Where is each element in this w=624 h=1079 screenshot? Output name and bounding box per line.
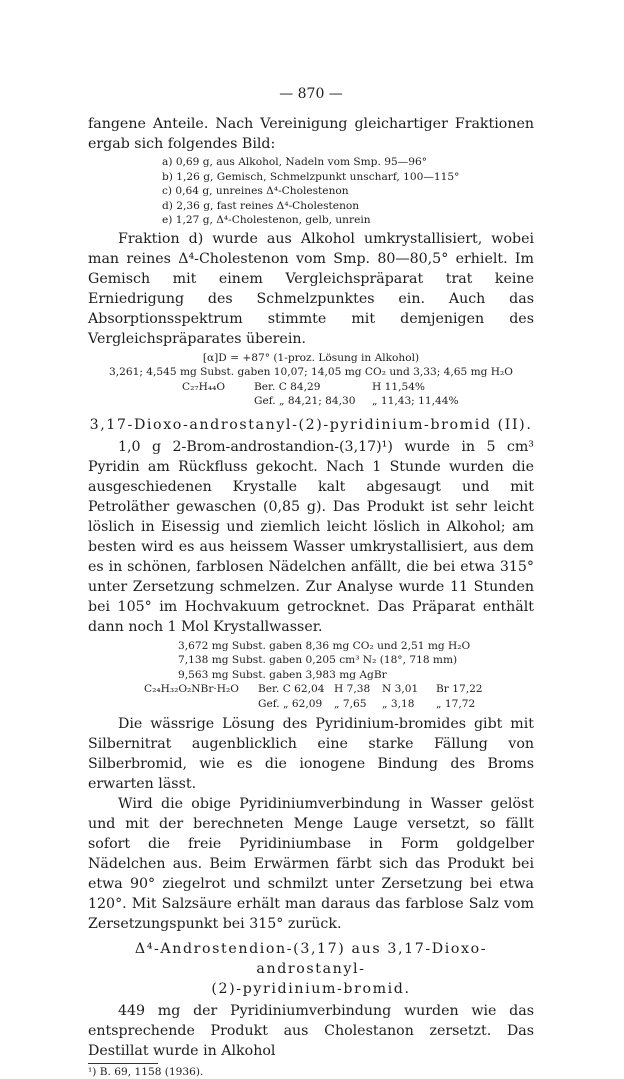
gef-h: „ 11,43; 11,44% (372, 395, 459, 407)
gef-h: „ 7,65 (334, 697, 367, 710)
ber-h: H 11,54% (372, 380, 425, 393)
fraction-item: e) 1,27 g, Δ⁴-Cholestenon, gelb, unrein (162, 214, 371, 226)
section-heading-2 (88, 939, 534, 999)
paragraph-decomposition: 449 mg der Pyridiniumverbindung wurden wie das entsprechende Produkt aus Cholestanon zersetzt. Das Destillat wurde in Alkohol (88, 1003, 534, 1059)
intro-paragraph: fangene Anteile. Nach Vereinigung gleichartiger Fraktionen ergab sich folgendes Bild: (88, 116, 534, 152)
optical-rotation: [α]D = +87° (1-proz. Lösung in Alkohol) (202, 351, 420, 364)
section-heading: 3,17-Dioxo-androstanyl-(2)-pyridinium-bromid (II). (89, 416, 533, 433)
analysis-block-2-results (88, 682, 534, 711)
paragraph-free-base: Wird die obige Pyridiniumverbindung in Wasser gelöst und mit der berechneten Menge Lauge versetzt, so fällt sofort die freie Pyridiniumbase in Form goldgelber Nädelchen aus. Beim Erwärmen färbt sich das Produkt bei etwa 90° ziegelrot und schmilzt unter Zersetzung bei etwa 120°. Mit Salzsäure erhält man daraus das farblose Salz vom Zersetzungspunkt bei 315° zurück. (88, 796, 534, 932)
paragraph-silver-nitrate: Die wässrige Lösung des Pyridinium-bromides gibt mit Silbernitrat augenblicklich eine starke Fällung von Silberbromid, wie es die ionogene Bindung des Broms erwarten lässt. (88, 716, 534, 792)
ber-br: Br 17,22 (436, 683, 483, 695)
analysis-line: 3,672 mg Subst. gaben 8,36 mg CO₂ und 2,51 mg H₂O (178, 639, 471, 652)
analysis-line: 9,563 mg Subst. gaben 3,983 mg AgBr (178, 668, 387, 681)
section-heading-line: Δ⁴-Androstendion-(3,17) aus 3,17-Dioxo-androstanyl- (134, 941, 488, 977)
fraction-item: b) 1,26 g, Gemisch, Schmelzpunkt unscharf, 100—115° (162, 170, 460, 183)
analysis-gef-row (88, 697, 534, 712)
formula: C₂₄H₃₂O₂NBr·H₂O (144, 683, 239, 695)
paragraph-preparation: 1,0 g 2-Brom-androstandion-(3,17)¹) wurde in 5 cm³ Pyridin am Rückfluss gekocht. Nach 1 Stunde wurden die ausgeschiedenen Krystalle kalt abgesaugt und mit Petroläther gewaschen (0,85 g). Das Produkt ist sehr leicht löslich in Eisessig und ziemlich leicht löslich in Alkohol; am besten wird es aus heissem Wasser umkrystallisiert, aus dem es in schönen, farblosen Nädelchen anfällt, die bei etwa 315° unter Zersetzung schmelzen. Zur Analyse wurde 11 Stunden bei 105° im Hochvakuum getrocknet. Das Präparat enthält dann noch 1 Mol Krystallwasser. (88, 438, 534, 635)
fraction-item: c) 0,64 g, unreines Δ⁴-Cholestenon (162, 185, 349, 197)
paragraph-fraction-d: Fraktion d) wurde aus Alkohol umkrystallisiert, wobei man reines Δ⁴-Cholestenon vom Smp. 80—80,5° erhielt. Im Gemisch mit einem Vergleichspräparat trat keine Erniedrigung des Schmelzpunktes ein. Auch das Absorptionsspektrum stimmte mit demjenigen des Vergleichspräparates überein. (88, 230, 534, 347)
gef-br: „ 17,72 (436, 697, 476, 710)
fraction-item: a) 0,69 g, aus Alkohol, Nadeln vom Smp. 95—96° (162, 156, 428, 168)
analysis-gef-row (88, 394, 534, 409)
analysis-ber-row (88, 380, 534, 395)
analysis-line: 7,138 mg Subst. gaben 0,205 cm³ N₂ (18°, 718 mm) (178, 654, 458, 666)
gef-n: „ 3,18 (382, 697, 415, 710)
footnote: ¹) B. 69, 1158 (1936). (88, 1066, 204, 1078)
footnote-divider (88, 1063, 158, 1064)
formula: C₂₇H₄₄O (182, 380, 226, 393)
gef-c: Gef. „ 84,21; 84,30 (254, 395, 356, 407)
gef-c: Gef. „ 62,09 (258, 697, 323, 710)
analysis-ber-row (88, 682, 534, 697)
ber-c: Ber. C 84,29 (254, 380, 321, 393)
ber-h: H 7,38 (334, 683, 371, 695)
fraction-list (162, 155, 534, 228)
ber-n: N 3,01 (382, 683, 419, 695)
page-number: — 870 — (279, 86, 343, 102)
fraction-item: d) 2,36 g, fast reines Δ⁴-Cholestenon (162, 199, 360, 212)
analysis-line: 3,261; 4,545 mg Subst. gaben 10,07; 14,05 mg CO₂ und 3,33; 4,65 mg H₂O (109, 366, 513, 378)
ber-c: Ber. C 62,04 (258, 683, 325, 695)
analysis-block-1 (88, 351, 534, 409)
section-heading-line: (2)-pyridinium-bromid. (211, 981, 411, 997)
analysis-block-2 (88, 639, 534, 683)
